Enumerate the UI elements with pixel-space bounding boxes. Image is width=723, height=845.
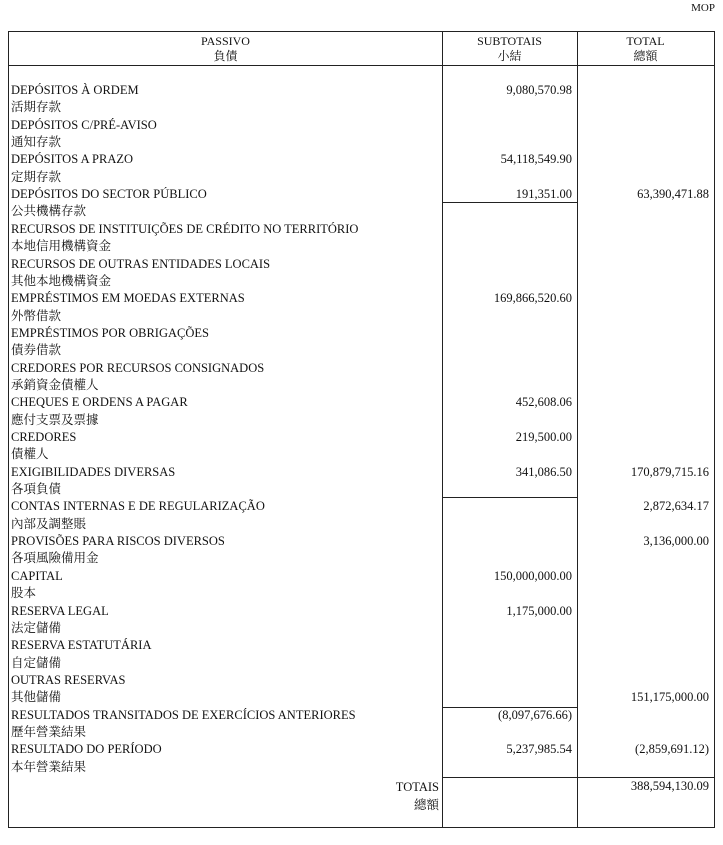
row-subtotal: 54,118,549.90 [500, 152, 572, 167]
currency-label: MOP [691, 2, 715, 14]
row-label: 本年營業結果 [11, 759, 87, 774]
table-row [9, 134, 714, 151]
table-row [9, 655, 714, 672]
table-row [9, 707, 714, 724]
row-label: DEPÓSITOS DO SECTOR PÚBLICO [11, 187, 207, 202]
totals-row [9, 778, 714, 795]
totals-label-zh: 總額 [413, 798, 439, 812]
row-subtotal: 219,500.00 [515, 430, 572, 444]
row-subtotal: 191,351.00 [515, 187, 572, 202]
row-label: RESULTADO DO PERÍODO [11, 742, 162, 757]
table-row [9, 637, 714, 654]
row-label: EMPRÉSTIMOS POR OBRIGAÇÕES [11, 325, 209, 340]
header-passivo [9, 34, 442, 64]
subtotal-underline [442, 497, 577, 498]
row-label: 各項負債 [11, 482, 62, 497]
row-label: 債權人 [11, 447, 49, 462]
table-row [9, 308, 714, 325]
row-label: 其他本地機構資金 [11, 273, 112, 288]
row-label: RESULTADOS TRANSITADOS DE EXERCÍCIOS ANTERIORES [11, 707, 356, 722]
table-row [9, 377, 714, 394]
table-row [9, 412, 714, 429]
row-label: RECURSOS DE INSTITUIÇÕES DE CRÉDITO NO TERRITÓRIO [11, 221, 359, 236]
row-total: 170,879,715.16 [630, 464, 709, 479]
table-row [9, 429, 714, 446]
row-label: 通知存款 [11, 135, 62, 150]
table-row [9, 256, 714, 273]
table-row [9, 325, 714, 342]
table-row [9, 290, 714, 307]
row-total: (2,859,691.12) [635, 742, 709, 757]
row-label: 定期存款 [11, 169, 62, 184]
header-total [577, 34, 714, 64]
table-row [9, 741, 714, 758]
row-total: 2,872,634.17 [643, 499, 709, 514]
table-row [9, 533, 714, 550]
row-label: 股本 [11, 586, 37, 601]
subtotal-underline [442, 707, 577, 708]
liabilities-table [8, 31, 715, 828]
header-subtotais [442, 34, 577, 64]
row-label: 公共機構存款 [11, 204, 87, 219]
row-label: CREDORES [11, 430, 77, 444]
row-label: EMPRÉSTIMOS EM MOEDAS EXTERNAS [11, 291, 245, 306]
table-row [9, 117, 714, 134]
table-row [9, 273, 714, 290]
row-subtotal: 5,237,985.54 [506, 742, 572, 757]
grand-total-value: 388,594,130.09 [630, 779, 709, 793]
row-label: CHEQUES E ORDENS A PAGAR [11, 395, 188, 410]
table-row [9, 498, 714, 515]
row-subtotal: 452,608.06 [515, 395, 572, 410]
row-label: 歷年營業結果 [11, 724, 87, 739]
table-row [9, 99, 714, 116]
table-row [9, 238, 714, 255]
table-row [9, 481, 714, 498]
row-label: DEPÓSITOS À ORDEM [11, 83, 139, 97]
row-label: 應付支票及票據 [11, 412, 99, 427]
row-label: 活期存款 [11, 100, 62, 115]
table-row [9, 186, 714, 203]
row-subtotal: (8,097,676.66) [498, 707, 572, 722]
header-passivo-zh: 負債 [213, 49, 238, 63]
table-row [9, 169, 714, 186]
row-label: 外幣借款 [11, 308, 62, 323]
table-row [9, 82, 714, 99]
table-row [9, 360, 714, 377]
header-passivo-pt: PASSIVO [201, 34, 250, 48]
table-row [9, 724, 714, 741]
table-row [9, 516, 714, 533]
row-label: 本地信用機構資金 [11, 239, 112, 254]
row-label: 其他儲備 [11, 690, 62, 705]
table-row [9, 221, 714, 238]
header-total-zh: 總額 [633, 49, 658, 63]
header-total-pt: TOTAL [626, 34, 665, 48]
totals-label-pt: TOTAIS [395, 780, 439, 794]
row-label: RECURSOS DE OUTRAS ENTIDADES LOCAIS [11, 256, 271, 271]
subtotal-underline [442, 202, 577, 203]
row-label: CREDORES POR RECURSOS CONSIGNADOS [11, 360, 265, 375]
table-row [9, 203, 714, 220]
row-subtotal: 169,866,520.60 [493, 291, 572, 306]
row-label: OUTRAS RESERVAS [11, 672, 126, 687]
header-divider [9, 65, 714, 66]
header-subtotais-pt: SUBTOTAIS [477, 34, 542, 48]
row-total: 63,390,471.88 [637, 187, 709, 202]
table-row [9, 342, 714, 359]
row-label: RESERVA ESTATUTÁRIA [11, 638, 152, 653]
row-label: PROVISÕES PARA RISCOS DIVERSOS [11, 534, 225, 549]
table-row [9, 759, 714, 776]
row-label: 內部及調整賬 [11, 516, 87, 531]
row-label: 承銷資金債權人 [11, 377, 99, 392]
row-subtotal: 150,000,000.00 [493, 568, 572, 583]
row-subtotal: 9,080,570.98 [506, 83, 572, 97]
table-row [9, 446, 714, 463]
row-subtotal: 1,175,000.00 [506, 603, 572, 618]
row-label: DEPÓSITOS A PRAZO [11, 152, 134, 167]
row-label: 各項風險備用金 [11, 551, 99, 566]
table-row [9, 689, 714, 706]
table-row [9, 568, 714, 585]
row-label: CONTAS INTERNAS E DE REGULARIZAÇÃO [11, 499, 265, 514]
table-row [9, 603, 714, 620]
row-total: 3,136,000.00 [643, 534, 709, 549]
table-row [9, 620, 714, 637]
row-subtotal: 341,086.50 [515, 464, 572, 479]
row-total: 151,175,000.00 [630, 690, 709, 705]
row-label: 債券借款 [11, 343, 62, 358]
table-row [9, 464, 714, 481]
header-subtotais-zh: 小結 [497, 49, 522, 63]
table-row [9, 151, 714, 168]
table-row [9, 672, 714, 689]
row-label: EXIGIBILIDADES DIVERSAS [11, 464, 176, 479]
table-row [9, 585, 714, 602]
row-label: DEPÓSITOS C/PRÉ-AVISO [11, 117, 157, 132]
table-row [9, 550, 714, 567]
row-label: 法定儲備 [11, 620, 62, 635]
row-label: 自定儲備 [11, 655, 62, 670]
row-label: CAPITAL [11, 568, 63, 583]
table-row [9, 394, 714, 411]
row-label: RESERVA LEGAL [11, 603, 109, 618]
